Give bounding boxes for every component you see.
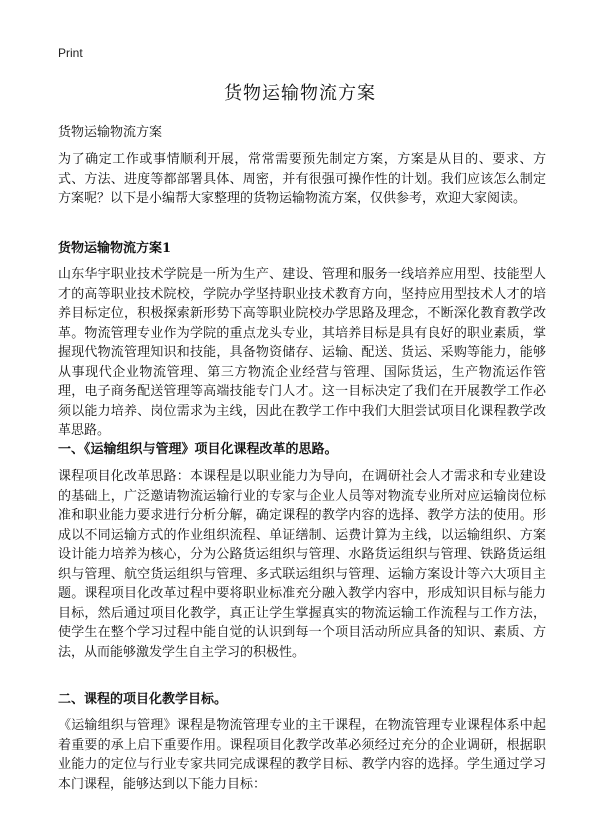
- print-link[interactable]: Print: [58, 46, 83, 60]
- section-heading-plan-1: 货物运输物流方案1: [58, 241, 172, 256]
- section-paragraph-course-reform: 课程项目化改革思路：本课程是以职业能力为导向，在调研社会人才需求和专业建设的基础上，广泛邀请物流运输行业的专家与企业人员等对物流专业所对应运输岗位标准和职业能力要求进行分析分解，确定课程的教学内容的选择、教学方法的使用。形成以不同运输方式的作业组织流程、单证缮制、运费计算为主线，以运输组织、方案设计能力培养为核心，分为公路货运组织与管理、水路货运组织与管理、铁路货运组织与管理、航空货运组织与管理、多式联运组织与管理、运输方案设计等六大项目主题。课程项目化改革过程中要将职业标准充分融入教学内容中，形成知识目标与能力目标，然后通过项目化教学，真正让学生掌握真实的物流运输工作流程与工作方法，使学生在整个学习过程中能自觉的认识到每一个项目活动所应具备的知识、素质、方法，从而能够激发学生自主学习的积极性。: [58, 469, 546, 660]
- section-heading-teaching-goals: 二、课程的项目化教学目标。: [58, 692, 228, 707]
- section-heading-course-reform: 一、《运输组织与管理》项目化课程改革的思路。: [58, 442, 338, 457]
- section-paragraph-plan-1: 山东华宇职业技术学院是一所为生产、建设、管理和服务一线培养应用型、技能型人才的高等职业技术院校，学院办学坚持职业技术教育方向，坚持应用型技术人才的培养目标定位，积极探索新形势下高等职业院校办学思路及理念，不断深化教育教学改革。物流管理专业作为学院的重点龙头专业，其培养目标是具有良好的职业素质，掌握现代物流管理知识和技能，具备物资储存、运输、配送、货运、采购等能力，能够从事现代企业物流管理、第三方物流企业经营与管理、国际货运，生产物流运作管理，电子商务配送管理等高端技能专门人才。这一目标决定了我们在开展教学工作必须以能力培养、岗位需求为主线，因此在教学工作中我们大胆尝试项目化课程教学改革思路。: [58, 267, 546, 438]
- intro-paragraph: 为了确定工作或事情顺利开展，常常需要预先制定方案，方案是从目的、要求、方式、方法、进度等都部署具体、周密，并有很强可操作性的计划。我们应该怎么制定方案呢？以下是小编帮大家整理的货物运输物流方案，仅供参考，欢迎大家阅读。: [58, 152, 546, 206]
- section-paragraph-teaching-goals: 《运输组织与管理》课程是物流管理专业的主干课程，在物流管理专业课程体系中起着重要的承上启下重要作用。课程项目化教学改革必须经过充分的企业调研，根据职业能力的定位与行业专家共同完成课程的教学目标、教学内容的选择。学生通过学习本门课程，能够达到以下能力目标：: [58, 718, 546, 792]
- document-subtitle: 货物运输物流方案: [58, 125, 163, 140]
- page-title: 货物运输物流方案: [224, 83, 376, 104]
